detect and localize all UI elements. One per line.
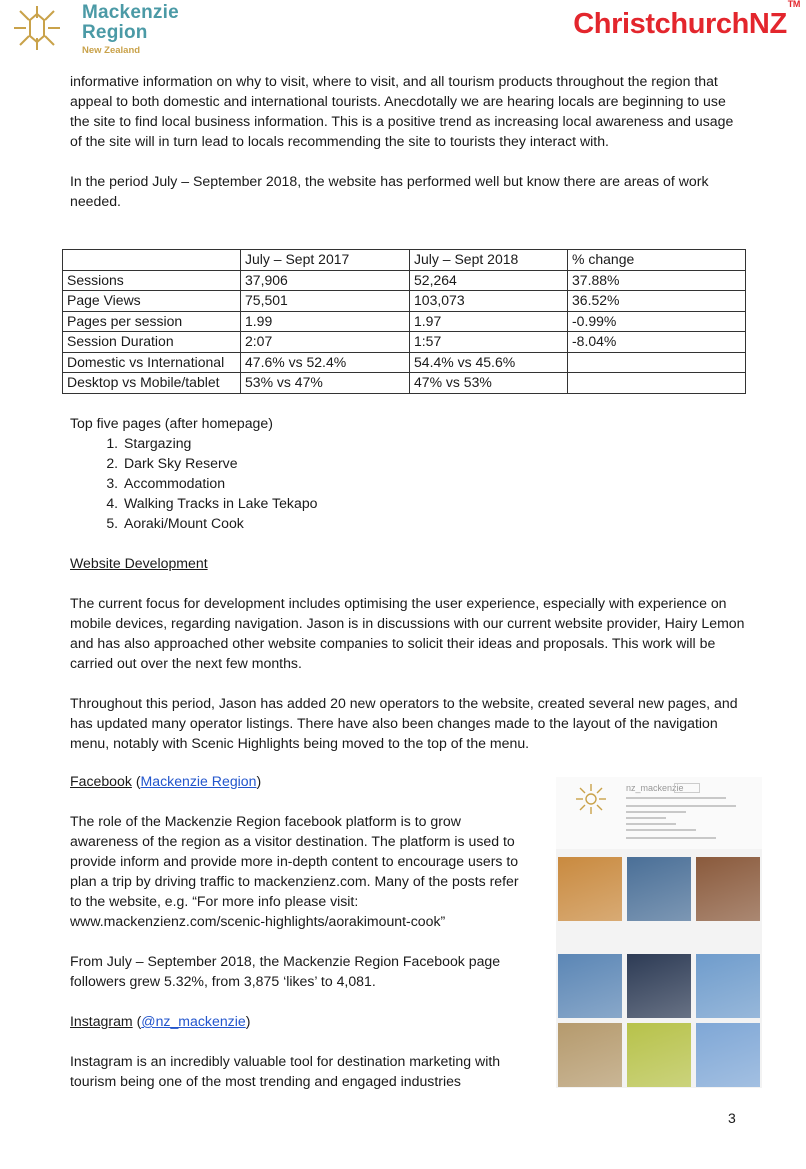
profile-tabs-line [626,837,716,839]
instagram-profile-header [556,777,762,849]
facebook-heading: Facebook [70,773,132,789]
period-paragraph: In the period July – September 2018, the website has performed well but know there are areas of work needed. [70,173,709,209]
table-row [63,291,746,312]
trademark-mark: TM [787,0,800,10]
list-item: 3. Accommodation [122,473,745,493]
table-header-cell: July – Sept 2018 [410,250,568,271]
table-header-cell [63,250,241,271]
table-header-cell: % change [568,250,746,271]
profile-stats-line [626,797,726,799]
table-cell: 1.97 [410,311,568,332]
profile-bio-line [626,829,696,831]
profile-bio-line [626,823,676,825]
instagram-heading-line [70,1011,530,1031]
list-item: 4. Walking Tracks in Lake Tekapo [122,493,745,513]
instagram-paragraph-1: Instagram is an incredibly valuable tool for destination marketing with tourism being one of the most trending and engaged industries [70,1053,501,1089]
facebook-page-link[interactable]: Mackenzie Region [140,773,257,789]
table-cell: 37,906 [241,270,410,291]
table-cell: 37.88% [568,270,746,291]
brand-name-line1: Mackenzie [82,2,179,23]
table-row [63,311,746,332]
instagram-paren-close: ) [245,1013,251,1029]
profile-bio-line [626,805,736,807]
facebook-heading-line [70,771,530,791]
mackenzie-region-logo [6,2,186,54]
table-cell: Page Views [63,291,241,312]
table-cell: 2:07 [241,332,410,353]
table-cell [568,373,746,394]
brand-subtitle: New Zealand [82,45,141,56]
top-pages-heading: Top five pages (after homepage) [70,415,273,431]
table-header-cell: July – Sept 2017 [241,250,410,271]
facebook-paragraph-1: The role of the Mackenzie Region facebook platform is to grow awareness of the region as a visitor destination. The platform is used to provide inform and provide more in-depth content to encourage users to plan a trip by driving traffic to mackenzienz.com. Many of the posts refer to the website, e.g. “For more info please visit: www.mackenzienz.com/scenic-highlights/aorakimount-cook” [70,813,519,929]
christchurchnz-wordmark: ChristchurchNZ [573,8,787,40]
facebook-paren-close: ) [256,773,262,789]
instagram-heading: Instagram [70,1013,133,1029]
instagram-post-pilot [627,857,691,921]
table-cell: 52,264 [410,270,568,291]
instagram-post-sunset [558,857,622,921]
table-cell: 1.99 [241,311,410,332]
instagram-profile-link[interactable]: @nz_mackenzie [141,1013,246,1029]
intro-section [70,71,745,211]
table-cell: Domestic vs International [63,352,241,373]
website-stats-table [62,249,746,394]
table-cell: -8.04% [568,332,746,353]
table-cell: 47% vs 53% [410,373,568,394]
table-cell: 103,073 [410,291,568,312]
table-cell: 54.4% vs 45.6% [410,352,568,373]
brand-name-line2: Region [82,22,148,43]
intro-paragraph: informative information on why to visit, where to visit, and all tourism products throughout the region that appeal to both domestic and international tourists. Anecdotally we are hearing locals are beginning to use the site to find local business information. This is a positive trend as increasing local awareness and usage of the site will in turn lead to locals recommending the site to tourists they interact with. [70,73,734,149]
instagram-post-food [696,857,760,921]
list-item: 2. Dark Sky Reserve [122,453,745,473]
instagram-profile-screenshot [556,777,762,1088]
table-row [63,270,746,291]
table-row [63,352,746,373]
facebook-paren-open: ( [131,773,141,789]
website-development-paragraph-1: The current focus for development includes optimising the user experience, especially with experience on mobile devices, regarding navigation. Jason is in discussions with our current website provider, Hairy Lemon and has also approached other website companies to solicit their ideas and proposals. This work will be carried out over the next few months. [70,595,745,671]
website-development-paragraph-2: Throughout this period, Jason has added 20 new operators to the website, created several new pages, and has updated many operator listings. There have also been changes made to the layout of the navigation menu, notably with Scenic Highlights being moved to the top of the menu. [70,695,738,751]
website-development-heading: Website Development [70,555,208,571]
table-cell [568,352,746,373]
table-cell: 36.52% [568,291,746,312]
christchurchnz-logo [573,0,800,41]
table-cell: Desktop vs Mobile/tablet [63,373,241,394]
instagram-post-lake-boat [558,954,622,1018]
top-pages-list [70,433,745,533]
profile-avatar-icon [574,782,608,816]
instagram-paren-open: ( [132,1013,142,1029]
instagram-post-snow-bird [696,1023,760,1087]
follow-button [674,783,700,793]
table-cell: 47.6% vs 52.4% [241,352,410,373]
list-item: 1. Stargazing [122,433,745,453]
top-pages-section [70,413,745,753]
instagram-post-night-car [627,954,691,1018]
table-cell: Sessions [63,270,241,291]
list-item: 5. Aoraki/Mount Cook [122,513,745,533]
sun-star-icon [6,4,68,52]
table-header-row [63,250,746,271]
table-row [63,332,746,353]
table-cell: Pages per session [63,311,241,332]
profile-bio-line [626,811,686,813]
instagram-post-mountain-lake [696,954,760,1018]
table-cell: 1:57 [410,332,568,353]
profile-bio-line [626,817,666,819]
page-number: 3 [728,1110,736,1126]
table-cell: Session Duration [63,332,241,353]
table-cell: -0.99% [568,311,746,332]
social-section [70,771,530,1091]
facebook-paragraph-2: From July – September 2018, the Mackenzie Region Facebook page followers grew 5.32%, from 3,875 ‘likes’ to 4,081. [70,953,501,989]
table-cell: 75,501 [241,291,410,312]
instagram-post-products [558,1023,622,1087]
table-cell: 53% vs 47% [241,373,410,394]
instagram-profile-name: nz_mackenzie [626,783,684,793]
table-row [63,373,746,394]
instagram-post-lupins [627,1023,691,1087]
